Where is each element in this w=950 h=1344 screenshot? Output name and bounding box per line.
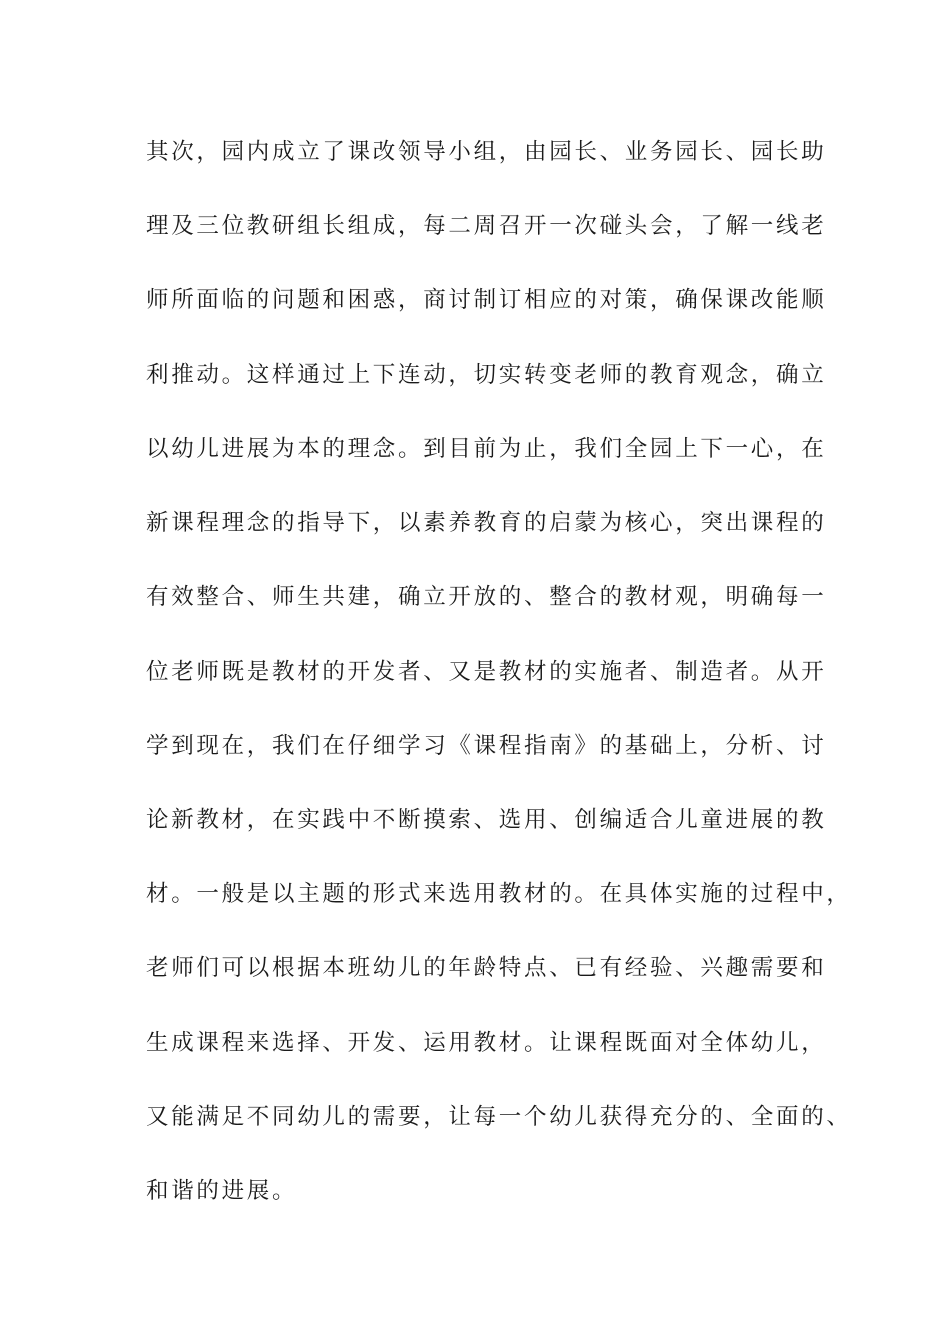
paragraph-line: 以幼儿进展为本的理念。到目前为止，我们全园上下一心，在	[146, 436, 827, 462]
paragraph-line: 和谐的进展。	[146, 1178, 298, 1204]
paragraph-line: 材。一般是以主题的形式来选用教材的。在具体实施的过程中，	[146, 881, 852, 907]
paragraph-line: 又能满足不同幼儿的需要，让每一个幼儿获得充分的、全面的、	[146, 1104, 852, 1130]
paragraph-line: 新课程理念的指导下，以素养教育的启蒙为核心，突出课程的	[146, 510, 827, 536]
paragraph-line: 老师们可以根据本班幼儿的年龄特点、已有经验、兴趣需要和	[146, 955, 827, 981]
paragraph-line: 有效整合、师生共建，确立开放的、整合的教材观，明确每一	[146, 584, 827, 610]
paragraph-line: 利推动。这样通过上下连动，切实转变老师的教育观念，确立	[146, 362, 827, 388]
paragraph-line: 位老师既是教材的开发者、又是教材的实施者、制造者。从开	[146, 659, 827, 685]
paragraph-line: 生成课程来选择、开发、运用教材。让课程既面对全体幼儿，	[146, 1030, 827, 1056]
paragraph-line: 论新教材，在实践中不断摸索、选用、创编适合儿童进展的教	[146, 807, 827, 833]
paragraph-line: 其次，园内成立了课改领导小组，由园长、业务园长、园长助	[146, 139, 827, 165]
paragraph-line: 师所面临的问题和困惑，商讨制订相应的对策，确保课改能顺	[146, 287, 827, 313]
paragraph-line: 理及三位教研组长组成，每二周召开一次碰头会，了解一线老	[146, 213, 827, 239]
paragraph-line: 学到现在，我们在仔细学习《课程指南》的基础上，分析、讨	[146, 733, 827, 759]
